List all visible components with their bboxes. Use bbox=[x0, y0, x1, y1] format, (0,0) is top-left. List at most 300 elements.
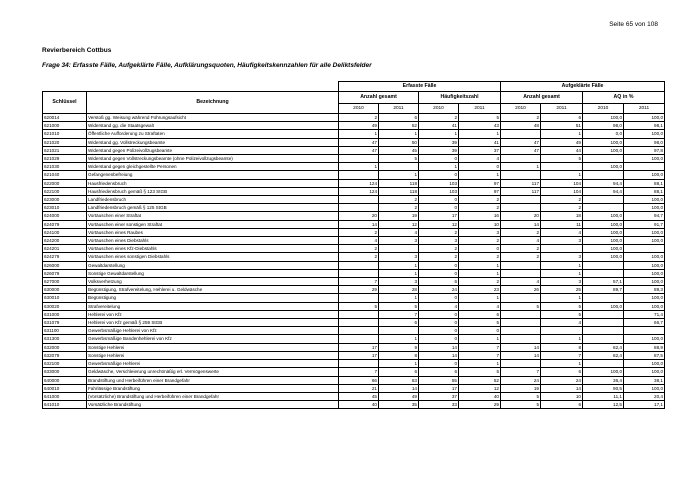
cell-erfasst-2010 bbox=[339, 335, 379, 343]
cell-erfasst-2010: 20 bbox=[339, 212, 379, 220]
cell-erfasst-2010 bbox=[339, 327, 379, 335]
cell-hz-2011: 4 bbox=[459, 155, 501, 163]
cell-bezeichnung: Verstoß gg. Weisung während Führungsaufsicht bbox=[87, 114, 339, 122]
cell-aq-2011: 98,0 bbox=[624, 138, 665, 146]
table-row bbox=[43, 343, 665, 351]
cell-hz-2010: 2 bbox=[419, 228, 459, 236]
cell-hz-2010: 0 bbox=[419, 196, 459, 204]
cell-aufgeklaert-2011: 14 bbox=[541, 384, 583, 392]
cell-schluessel: 640010 bbox=[43, 384, 87, 392]
cell-aufgeklaert-2011: 2 bbox=[541, 196, 583, 204]
cell-aufgeklaert-2010 bbox=[501, 327, 541, 335]
cell-hz-2011: 1 bbox=[459, 269, 501, 277]
cell-erfasst-2010 bbox=[339, 204, 379, 212]
table-row bbox=[43, 294, 665, 302]
cell-erfasst-2010: 47 bbox=[339, 138, 379, 146]
cell-bezeichnung: Fahrlässige Brandstiftung bbox=[87, 384, 339, 392]
cell-aq-2010: 57,1 bbox=[583, 278, 624, 286]
cell-bezeichnung: Widerstand gg. die Staatsgewalt bbox=[87, 122, 339, 130]
cell-aufgeklaert-2011 bbox=[541, 245, 583, 253]
cell-aufgeklaert-2010: 19 bbox=[501, 384, 541, 392]
cell-bezeichnung: Landfriedensbruch bbox=[87, 196, 339, 204]
cell-aufgeklaert-2010: 14 bbox=[501, 351, 541, 359]
cell-hz-2011: 10 bbox=[459, 220, 501, 228]
cell-hz-2010: 0 bbox=[419, 261, 459, 269]
cell-bezeichnung: Gefangenenbefreiung bbox=[87, 171, 339, 179]
header-year: 2011 bbox=[459, 104, 501, 114]
cell-aufgeklaert-2010 bbox=[501, 269, 541, 277]
table-row bbox=[43, 155, 665, 163]
cell-aq-2011: 100,0 bbox=[624, 237, 665, 245]
cell-schluessel: 623010 bbox=[43, 204, 87, 212]
cell-erfasst-2011: 19 bbox=[379, 212, 419, 220]
cell-erfasst-2011 bbox=[379, 245, 419, 253]
cell-aq-2011: 100,0 bbox=[624, 384, 665, 392]
cell-hz-2011: 2 bbox=[459, 278, 501, 286]
cell-bezeichnung: Vorsätzliche Brandstiftung bbox=[87, 401, 339, 409]
cell-aq-2010: 94,4 bbox=[583, 179, 624, 187]
cell-schluessel: 624079 bbox=[43, 220, 87, 228]
cell-aq-2010: 100,0 bbox=[583, 212, 624, 220]
cell-aq-2010: 100,0 bbox=[583, 146, 624, 154]
cell-erfasst-2011: 50 bbox=[379, 138, 419, 146]
cell-aq-2010: 100,0 bbox=[583, 163, 624, 171]
cell-hz-2011: 41 bbox=[459, 138, 501, 146]
cell-erfasst-2011: 1 bbox=[379, 360, 419, 368]
cell-erfasst-2011: 12 bbox=[379, 220, 419, 228]
cell-bezeichnung: Öffentliche Aufforderung zu Straftaten bbox=[87, 130, 339, 138]
cell-aq-2010 bbox=[583, 204, 624, 212]
cell-erfasst-2010: 49 bbox=[339, 122, 379, 130]
cell-erfasst-2011: 45 bbox=[379, 146, 419, 154]
cell-aufgeklaert-2010: 14 bbox=[501, 343, 541, 351]
cell-schluessel: 624200 bbox=[43, 237, 87, 245]
cell-aq-2011: 100,0 bbox=[624, 360, 665, 368]
cell-bezeichnung: Sonstige Hehlerei bbox=[87, 343, 339, 351]
cell-erfasst-2011: 1 bbox=[379, 171, 419, 179]
cell-hz-2011: 4 bbox=[459, 302, 501, 310]
cell-schluessel: 641010 bbox=[43, 401, 87, 409]
cell-hz-2011: 97 bbox=[459, 179, 501, 187]
table-body bbox=[43, 114, 665, 409]
cell-bezeichnung: Widerstand gegen gleichgestellte Personen bbox=[87, 163, 339, 171]
cell-aufgeklaert-2011: 1 bbox=[541, 360, 583, 368]
cell-aq-2010: 11,1 bbox=[583, 392, 624, 400]
cell-erfasst-2010: 5 bbox=[339, 302, 379, 310]
cell-aufgeklaert-2010 bbox=[501, 204, 541, 212]
header-year: 2010 bbox=[419, 104, 459, 114]
cell-erfasst-2010 bbox=[339, 360, 379, 368]
table-row bbox=[43, 114, 665, 122]
cell-bezeichnung: Hausfriedensbruch bbox=[87, 179, 339, 187]
header-year: 2010 bbox=[583, 104, 624, 114]
cell-hz-2010: 33 bbox=[419, 401, 459, 409]
cell-erfasst-2011: 5 bbox=[379, 155, 419, 163]
cell-hz-2011: 40 bbox=[459, 392, 501, 400]
cell-hz-2010: 0 bbox=[419, 319, 459, 327]
cell-hz-2010: 39 bbox=[419, 146, 459, 154]
cell-schluessel: 626000 bbox=[43, 261, 87, 269]
cell-erfasst-2011: 6 bbox=[379, 319, 419, 327]
cell-aq-2010: 90,5 bbox=[583, 384, 624, 392]
cell-hz-2011: 3 bbox=[459, 228, 501, 236]
header-bezeichnung: Bezeichnung bbox=[87, 92, 339, 114]
cell-aufgeklaert-2011 bbox=[541, 163, 583, 171]
cell-bezeichnung: Gewaltdarstellung bbox=[87, 261, 339, 269]
cell-bezeichnung: Sonstige Gewaltdarstellung bbox=[87, 269, 339, 277]
cell-aq-2010: 100,0 bbox=[583, 368, 624, 376]
page-number: Seite 65 von 108 bbox=[609, 21, 658, 28]
cell-aufgeklaert-2011: 104 bbox=[541, 179, 583, 187]
cell-aufgeklaert-2011: 18 bbox=[541, 212, 583, 220]
cell-hz-2011: 52 bbox=[459, 376, 501, 384]
cell-aq-2011: 100,0 bbox=[624, 269, 665, 277]
cell-bezeichnung: Gewerbsmäßige Hehlerei bbox=[87, 360, 339, 368]
cell-aufgeklaert-2010 bbox=[501, 155, 541, 163]
cell-erfasst-2011: 1 bbox=[379, 130, 419, 138]
cell-erfasst-2010: 1 bbox=[339, 163, 379, 171]
cell-aufgeklaert-2010 bbox=[501, 319, 541, 327]
table-row bbox=[43, 368, 665, 376]
table-row bbox=[43, 261, 665, 269]
cell-aufgeklaert-2010: 7 bbox=[501, 368, 541, 376]
cell-aufgeklaert-2011: 1 bbox=[541, 335, 583, 343]
cell-aufgeklaert-2011: 3 bbox=[541, 237, 583, 245]
cell-hz-2011: 5 bbox=[459, 319, 501, 327]
cell-aufgeklaert-2010: 117 bbox=[501, 187, 541, 195]
table-row bbox=[43, 122, 665, 130]
cell-hz-2010: 0 bbox=[419, 294, 459, 302]
cell-schluessel: 630000 bbox=[43, 286, 87, 294]
cell-hz-2010: 0 bbox=[419, 155, 459, 163]
cell-aufgeklaert-2010: 5 bbox=[501, 401, 541, 409]
cell-aq-2011: 100,0 bbox=[624, 114, 665, 122]
cell-bezeichnung: Volksverhetzung bbox=[87, 278, 339, 286]
cell-schluessel: 624279 bbox=[43, 253, 87, 261]
header-aq-prozent: AQ in % bbox=[583, 92, 665, 104]
cell-bezeichnung: Widerstand gegen Vollstreckungsbeamte (ohne Polizeivollzugsbeamte) bbox=[87, 155, 339, 163]
cell-hz-2011: 0 bbox=[459, 163, 501, 171]
cell-erfasst-2011: 1 bbox=[379, 261, 419, 269]
cell-hz-2010: 103 bbox=[419, 187, 459, 195]
cell-erfasst-2010: 29 bbox=[339, 286, 379, 294]
cell-erfasst-2010: 4 bbox=[339, 237, 379, 245]
cell-hz-2011: 5 bbox=[459, 368, 501, 376]
statistics-table bbox=[42, 81, 665, 409]
cell-aq-2010: 100,0 bbox=[583, 237, 624, 245]
cell-hz-2011: 12 bbox=[459, 384, 501, 392]
cell-hz-2010: 0 bbox=[419, 204, 459, 212]
table-row bbox=[43, 360, 665, 368]
cell-bezeichnung: Vortäuschen eines Diebstahls bbox=[87, 237, 339, 245]
cell-schluessel: 621040 bbox=[43, 171, 87, 179]
cell-erfasst-2010: 7 bbox=[339, 278, 379, 286]
cell-aufgeklaert-2010: 117 bbox=[501, 179, 541, 187]
cell-bezeichnung: Vortäuschen einer sonstigen Straftat bbox=[87, 220, 339, 228]
cell-aq-2011: 100,0 bbox=[624, 368, 665, 376]
cell-hz-2010: 17 bbox=[419, 384, 459, 392]
cell-hz-2010: 3 bbox=[419, 237, 459, 245]
cell-aq-2010 bbox=[583, 335, 624, 343]
cell-hz-2011: 37 bbox=[459, 146, 501, 154]
cell-erfasst-2011 bbox=[379, 163, 419, 171]
cell-aufgeklaert-2011: 10 bbox=[541, 392, 583, 400]
cell-aq-2011: 100,0 bbox=[624, 171, 665, 179]
cell-erfasst-2011: 9 bbox=[379, 343, 419, 351]
cell-aq-2010 bbox=[583, 327, 624, 335]
cell-aufgeklaert-2010: 5 bbox=[501, 302, 541, 310]
cell-erfasst-2011: 1 bbox=[379, 269, 419, 277]
header-anzahl-gesamt: Anzahl gesamt bbox=[339, 92, 419, 104]
cell-schluessel: 621021 bbox=[43, 146, 87, 154]
cell-erfasst-2011: 49 bbox=[379, 392, 419, 400]
table-row bbox=[43, 384, 665, 392]
cell-aufgeklaert-2010 bbox=[501, 335, 541, 343]
cell-schluessel: 624000 bbox=[43, 212, 87, 220]
cell-hz-2011: 0 bbox=[459, 245, 501, 253]
cell-aufgeklaert-2010: 24 bbox=[501, 376, 541, 384]
header-blank bbox=[43, 82, 87, 92]
cell-aq-2010: 100,0 bbox=[583, 245, 624, 253]
cell-aq-2011: 100,0 bbox=[624, 278, 665, 286]
cell-erfasst-2011: 63 bbox=[379, 376, 419, 384]
cell-erfasst-2011: 35 bbox=[379, 401, 419, 409]
cell-erfasst-2010: 66 bbox=[339, 376, 379, 384]
cell-aq-2010: 100,0 bbox=[583, 253, 624, 261]
table-row bbox=[43, 286, 665, 294]
cell-hz-2011: 16 bbox=[459, 212, 501, 220]
cell-hz-2010: 6 bbox=[419, 368, 459, 376]
table-row bbox=[43, 204, 665, 212]
cell-erfasst-2011: 6 bbox=[379, 114, 419, 122]
table-row bbox=[43, 138, 665, 146]
cell-erfasst-2011: 28 bbox=[379, 286, 419, 294]
cell-schluessel: 631079 bbox=[43, 319, 87, 327]
cell-aufgeklaert-2011: 24 bbox=[541, 376, 583, 384]
cell-bezeichnung: Widerstand gegen Polizeivollzugsbeamte bbox=[87, 146, 339, 154]
cell-schluessel: 621020 bbox=[43, 138, 87, 146]
cell-aufgeklaert-2011: 1 bbox=[541, 171, 583, 179]
cell-aq-2011 bbox=[624, 245, 665, 253]
cell-aufgeklaert-2010: 47 bbox=[501, 146, 541, 154]
cell-aufgeklaert-2010: 2 bbox=[501, 114, 541, 122]
cell-aufgeklaert-2011: 1 bbox=[541, 130, 583, 138]
cell-aufgeklaert-2011: 5 bbox=[541, 155, 583, 163]
cell-bezeichnung: Hausfriedensbruch gemäß § 123 StGB bbox=[87, 187, 339, 195]
table-row bbox=[43, 130, 665, 138]
cell-hz-2011: 29 bbox=[459, 401, 501, 409]
cell-hz-2011: 6 bbox=[459, 310, 501, 318]
table-row bbox=[43, 335, 665, 343]
cell-hz-2011: 2 bbox=[459, 237, 501, 245]
cell-aufgeklaert-2010 bbox=[501, 360, 541, 368]
cell-hz-2010: 12 bbox=[419, 220, 459, 228]
cell-aq-2010 bbox=[583, 155, 624, 163]
cell-aq-2010: 82,4 bbox=[583, 343, 624, 351]
table-row bbox=[43, 392, 665, 400]
table-row bbox=[43, 212, 665, 220]
cell-schluessel: 641000 bbox=[43, 392, 87, 400]
header-aufgeklaerte-faelle: Aufgeklärte Fälle bbox=[501, 82, 665, 92]
cell-aufgeklaert-2011: 1 bbox=[541, 269, 583, 277]
cell-erfasst-2010 bbox=[339, 196, 379, 204]
cell-hz-2011: 7 bbox=[459, 351, 501, 359]
cell-erfasst-2011: 118 bbox=[379, 179, 419, 187]
cell-hz-2010: 0 bbox=[419, 327, 459, 335]
cell-aq-2010 bbox=[583, 310, 624, 318]
cell-erfasst-2010: 1 bbox=[339, 130, 379, 138]
cell-aq-2010 bbox=[583, 360, 624, 368]
cell-aufgeklaert-2011: 11 bbox=[541, 220, 583, 228]
cell-schluessel: 621030 bbox=[43, 163, 87, 171]
cell-aq-2010 bbox=[583, 294, 624, 302]
cell-hz-2010: 2 bbox=[419, 253, 459, 261]
cell-aufgeklaert-2011: 25 bbox=[541, 286, 583, 294]
cell-bezeichnung: Brandstiftung und Herbeiführen einer Brandgefahr bbox=[87, 376, 339, 384]
cell-hz-2011: 7 bbox=[459, 343, 501, 351]
cell-erfasst-2010 bbox=[339, 171, 379, 179]
header-blank bbox=[87, 82, 339, 92]
table-row bbox=[43, 187, 665, 195]
cell-erfasst-2011: 3 bbox=[379, 278, 419, 286]
cell-aq-2010: 100,0 bbox=[583, 228, 624, 236]
cell-schluessel: 626079 bbox=[43, 269, 87, 277]
cell-aufgeklaert-2011: 5 bbox=[541, 310, 583, 318]
cell-aq-2010: 94,4 bbox=[583, 187, 624, 195]
cell-aq-2011: 71,4 bbox=[624, 310, 665, 318]
cell-bezeichnung: Vortäuschen eines Kfz-Diebstahls bbox=[87, 245, 339, 253]
cell-aq-2011: 88,1 bbox=[624, 179, 665, 187]
cell-aq-2010: 100,0 bbox=[583, 302, 624, 310]
cell-hz-2010: 1 bbox=[419, 163, 459, 171]
table-row bbox=[43, 351, 665, 359]
cell-aufgeklaert-2010 bbox=[501, 261, 541, 269]
cell-erfasst-2010: 21 bbox=[339, 384, 379, 392]
cell-schluessel: 630020 bbox=[43, 302, 87, 310]
cell-aq-2011: 100,0 bbox=[624, 294, 665, 302]
cell-aq-2011: 100,0 bbox=[624, 335, 665, 343]
cell-hz-2010: 6 bbox=[419, 278, 459, 286]
header-year: 2010 bbox=[339, 104, 379, 114]
cell-aq-2011: 88,1 bbox=[624, 187, 665, 195]
cell-erfasst-2011 bbox=[379, 327, 419, 335]
cell-aufgeklaert-2011: 6 bbox=[541, 114, 583, 122]
cell-aufgeklaert-2011: 7 bbox=[541, 351, 583, 359]
header-year: 2011 bbox=[379, 104, 419, 114]
cell-aq-2011: 100,0 bbox=[624, 204, 665, 212]
cell-aq-2011: 100,0 bbox=[624, 196, 665, 204]
table-row bbox=[43, 319, 665, 327]
cell-hz-2010: 0 bbox=[419, 360, 459, 368]
cell-bezeichnung: Vortäuschen einer Straftat bbox=[87, 212, 339, 220]
cell-aufgeklaert-2010: 5 bbox=[501, 392, 541, 400]
cell-hz-2011: 2 bbox=[459, 196, 501, 204]
cell-hz-2011: 1 bbox=[459, 294, 501, 302]
cell-aq-2011: 20,4 bbox=[624, 392, 665, 400]
cell-aq-2011: 100,0 bbox=[624, 155, 665, 163]
cell-erfasst-2010: 2 bbox=[339, 228, 379, 236]
cell-schluessel: 621029 bbox=[43, 155, 87, 163]
cell-bezeichnung: Begünstigung bbox=[87, 294, 339, 302]
cell-erfasst-2011: 3 bbox=[379, 253, 419, 261]
cell-erfasst-2010 bbox=[339, 319, 379, 327]
table-row bbox=[43, 171, 665, 179]
cell-hz-2011: 5 bbox=[459, 114, 501, 122]
cell-bezeichnung: Gewerbsmäßige Bandenhehlerei von Kfz bbox=[87, 335, 339, 343]
cell-hz-2011: 43 bbox=[459, 122, 501, 130]
cell-hz-2010: 0 bbox=[419, 310, 459, 318]
cell-hz-2010: 39 bbox=[419, 138, 459, 146]
header-anzahl-gesamt-aufgeklaert: Anzahl gesamt bbox=[501, 92, 583, 104]
cell-schluessel: 633000 bbox=[43, 368, 87, 376]
cell-erfasst-2010: 124 bbox=[339, 179, 379, 187]
cell-hz-2011: 1 bbox=[459, 130, 501, 138]
cell-schluessel: 624201 bbox=[43, 245, 87, 253]
cell-bezeichnung: Vortäuschen eines Raubes bbox=[87, 228, 339, 236]
cell-erfasst-2010 bbox=[339, 310, 379, 318]
cell-aufgeklaert-2010: 14 bbox=[501, 220, 541, 228]
cell-hz-2010: 103 bbox=[419, 179, 459, 187]
cell-bezeichnung: Vortäuschen eines sonstigen Diebstahls bbox=[87, 253, 339, 261]
cell-aufgeklaert-2011: 4 bbox=[541, 228, 583, 236]
cell-aq-2011: 17,1 bbox=[624, 401, 665, 409]
header-schluessel: Schlüssel bbox=[43, 92, 87, 114]
cell-erfasst-2011: 14 bbox=[379, 384, 419, 392]
cell-aq-2011: 66,7 bbox=[624, 319, 665, 327]
cell-schluessel: 631000 bbox=[43, 310, 87, 318]
cell-aq-2011: 98,1 bbox=[624, 122, 665, 130]
cell-aufgeklaert-2010: 2 bbox=[501, 245, 541, 253]
cell-aq-2010: 89,7 bbox=[583, 286, 624, 294]
table-row bbox=[43, 220, 665, 228]
cell-aufgeklaert-2010: 48 bbox=[501, 122, 541, 130]
cell-erfasst-2010: 14 bbox=[339, 220, 379, 228]
cell-erfasst-2010: 124 bbox=[339, 187, 379, 195]
cell-aq-2010: 100,0 bbox=[583, 220, 624, 228]
cell-erfasst-2010 bbox=[339, 261, 379, 269]
cell-bezeichnung: Hehlerei von Kfz gemäß § 259 StGB bbox=[87, 319, 339, 327]
cell-aq-2011: 88,9 bbox=[624, 343, 665, 351]
cell-aq-2010: 100,0 bbox=[583, 138, 624, 146]
cell-aq-2010 bbox=[583, 171, 624, 179]
cell-hz-2011: 0 bbox=[459, 327, 501, 335]
cell-aq-2011: 100,0 bbox=[624, 228, 665, 236]
cell-erfasst-2011: 7 bbox=[379, 310, 419, 318]
cell-aufgeklaert-2011: 8 bbox=[541, 343, 583, 351]
cell-aq-2011 bbox=[624, 327, 665, 335]
cell-erfasst-2010: 2 bbox=[339, 114, 379, 122]
cell-aufgeklaert-2010 bbox=[501, 130, 541, 138]
cell-hz-2011: 2 bbox=[459, 204, 501, 212]
cell-hz-2010: 14 bbox=[419, 351, 459, 359]
organisation-heading: Revierbereich Cottbus bbox=[42, 47, 112, 54]
table-row bbox=[43, 179, 665, 187]
cell-schluessel: 621000 bbox=[43, 122, 87, 130]
cell-bezeichnung: Hehlerei von Kfz bbox=[87, 310, 339, 318]
table-row bbox=[43, 245, 665, 253]
cell-aufgeklaert-2010: 4 bbox=[501, 237, 541, 245]
cell-aq-2011 bbox=[624, 163, 665, 171]
cell-hz-2011: 1 bbox=[459, 335, 501, 343]
cell-hz-2010: 0 bbox=[419, 171, 459, 179]
cell-aq-2011: 38,1 bbox=[624, 376, 665, 384]
cell-erfasst-2010: 7 bbox=[339, 368, 379, 376]
header-erfasste-faelle: Erfasste Fälle bbox=[339, 82, 501, 92]
cell-erfasst-2010: 2 bbox=[339, 245, 379, 253]
cell-aufgeklaert-2011: 3 bbox=[541, 278, 583, 286]
cell-erfasst-2011: 118 bbox=[379, 187, 419, 195]
table-row bbox=[43, 269, 665, 277]
